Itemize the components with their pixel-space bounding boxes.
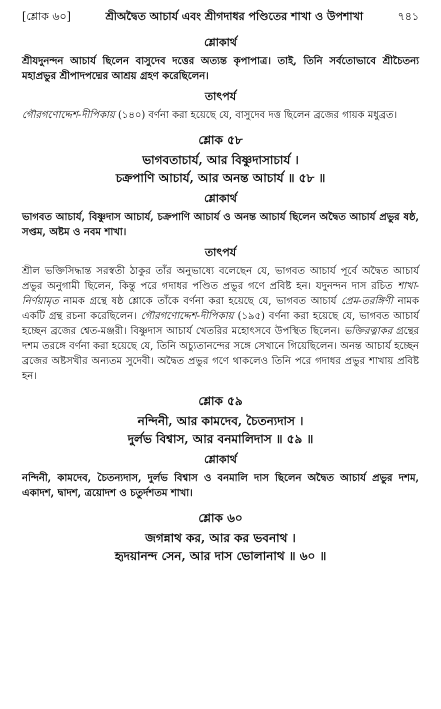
verse-58-purport — [22, 264, 419, 384]
translation-heading: শ্লোকার্থ — [204, 36, 237, 49]
purport-heading: তাৎপর্য — [204, 90, 237, 103]
verse-58-line-1: ভাগবতাচার্য, আর বিষ্ণুদাসাচার্য । — [142, 153, 299, 167]
purport-segment: নামক গ্রন্থে ষষ্ঠ শ্লোকে তাঁকে বর্ণনা করা হয়েছে যে, ভাগবত আচার্য — [58, 296, 342, 307]
verse-59-title: শ্লোক ৫৯ — [198, 394, 243, 408]
verse-59-translation: নন্দিনী, কামদেব, চৈতন্যদাস, দুর্লভ বিশ্বাস ও বনমালি দাস ছিলেন অদ্বৈত আচার্য প্রভুর দশম, একাদশ, দ্বাদশ, ত্রয়োদশ ও চতুর্দশতম শাখা। — [22, 473, 419, 499]
verse-58-title: শ্লোক ৫৮ — [198, 133, 243, 147]
running-header — [22, 10, 419, 24]
header-verse-ref: [শ্লোক ৬০] — [22, 10, 71, 23]
verse-58-translation: ভাগবত আচার্য, বিষ্ণুদাস আচার্য, চক্রপাণি আচার্য ও অনন্ত আচার্য ছিলেন অদ্বৈত আচার্য প্রভুর ষষ্ঠ, সপ্তম, অষ্টম ও নবম শাখা। — [22, 212, 419, 238]
verse-59-line-2: দুর্লভ বিশ্বাস, আর বনমালিদাস ॥ ৫৯ ॥ — [127, 432, 314, 446]
translation-text: শ্রীযদুনন্দন আচার্য ছিলেন বাসুদেব দত্তের অত্যন্ত কৃপাপাত্র। তাই, তিনি সর্বতোভাবে শ্রীচৈতন্য মহাপ্রভুর শ্রীপাদপদ্মের আশ্রয় গ্রহণ করেছিলেন। — [22, 56, 419, 82]
purport-segment: নামক একটি গ্রন্থ রচনা করেছিলেন। — [22, 296, 419, 322]
verse-60-line-1: জগন্নাথ কর, আর কর ভবনাথ । — [145, 531, 296, 545]
purport-text-rest: (১৪০) বর্ণনা করা হয়েছে যে, বাসুদেব দত্ত ছিলেন ব্রজের গায়ক মধুব্রত। — [114, 110, 398, 121]
purport-segment: (১৯৫) বর্ণনা করা হয়েছে যে, ভাগবত আচার্য হচ্ছেন ব্রজের শ্বেত-মঞ্জরী। বিষ্ণুদাস আচার্য খেতরির মহোৎসবে উপস্থিত ছিলেন। — [22, 311, 419, 337]
purport-book-title: প্রেম-তরঙ্গিণী — [341, 296, 393, 307]
verse-59-line-1: নন্দিনী, আর কামদেব, চৈতন্যদাস । — [137, 414, 304, 428]
purport-text — [22, 108, 419, 123]
purport-segment: গ্রন্থের দশম তরঙ্গে বর্ণনা করা হয়েছে যে, তিনি অচ্যুতানন্দের সঙ্গে সেখানে গিয়েছিলেন। অনন্ত আচার্য হচ্ছেন ব্রজের অষ্টসখীর অন্যতম সুদেবী। অদ্বৈত প্রভুর গণে থাকলেও তিনি পরে গদাধর প্রভুর শাখায় প্রবিষ্ট হন। — [22, 326, 419, 382]
verse-60-title: শ্লোক ৬০ — [198, 511, 243, 525]
verse-59-translation-heading: শ্লোকার্থ — [204, 453, 237, 466]
verse-60-line-2: হৃদয়ানন্দ সেন, আর দাস ভোলানাথ ॥ ৬০ ॥ — [114, 549, 327, 563]
verse-58-purport-heading: তাৎপর্য — [204, 246, 237, 259]
purport-book-title: গৌরগণোদ্দেশ-দীপিকায় — [140, 311, 234, 322]
verse-58-translation-heading: শ্লোকার্থ — [204, 192, 237, 205]
header-chapter-title: শ্রীঅদ্বৈত আচার্য এবং শ্রীগদাধর পণ্ডিতের শাখা ও উপশাখা — [105, 10, 364, 23]
purport-book-title: শাখা-নির্ণয়ামৃত — [22, 281, 419, 307]
purport-book-title: গৌরগণোদ্দেশ-দীপিকায় — [22, 110, 115, 121]
purport-book-title: ভক্তিরত্নাকর — [343, 326, 393, 337]
page-number: ৭৪১ — [397, 10, 419, 23]
purport-segment: শ্রীল ভক্তিসিদ্ধান্ত সরস্বতী ঠাকুর তাঁর অনুভাষ্যে বলেছেন যে, ভাগবত আচার্য পূর্বে অদ্বৈত আচার্য প্রভুর অনুগামী ছিলেন, কিন্তু পরে গদাধর পণ্ডিত প্রভুর গণে প্রবিষ্ট হন। যদুনন্দন দাস রচিত — [22, 266, 419, 292]
verse-58-line-2: চক্রপাণি আচার্য, আর অনন্ত আচার্য ॥ ৫৮ ॥ — [115, 171, 326, 185]
